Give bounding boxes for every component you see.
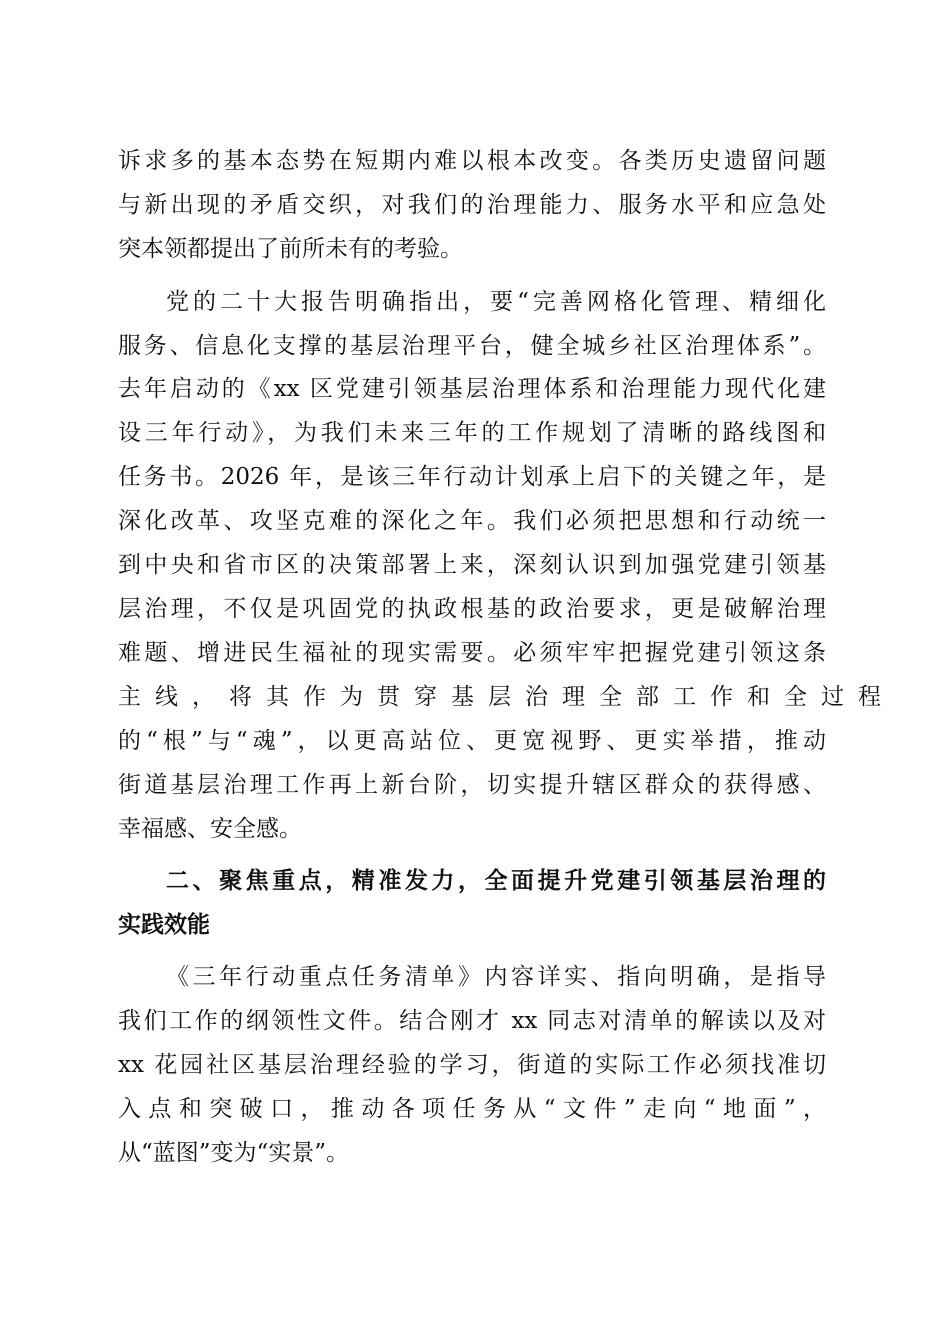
paragraph-line: 突本领都提出了前所未有的考验。 [118,236,463,262]
paragraph-line: 街道基层治理工作再上新台阶，切实提升辖区群众的获得感、 [118,772,826,798]
paragraph-line: 去年启动的《xx 区党建引领基层治理体系和治理能力现代化建 [118,376,826,402]
paragraph-line: 从“蓝图”变为“实景”。 [118,1140,350,1166]
paragraph-line: 我们工作的纲领性文件。结合刚才 xx 同志对清单的解读以及对 [118,1008,826,1034]
paragraph-line: 党的二十大报告明确指出，要“完善网格化管理、精细化 [166,289,826,315]
paragraph-line: 任务书。2026 年，是该三年行动计划承上启下的关键之年，是 [118,464,826,490]
paragraph-line: 诉求多的基本态势在短期内难以根本改变。各类历史遗留问题 [118,148,826,174]
section-heading: 实践效能 [118,912,210,938]
paragraph-line: 设三年行动》，为我们未来三年的工作规划了清晰的路线图和 [118,420,826,446]
paragraph-line: 深化改革、攻坚克难的深化之年。我们必须把思想和行动统一 [118,508,826,534]
paragraph-line: 服务、信息化支撑的基层治理平台，健全城乡社区治理体系”。 [118,333,826,359]
paragraph-line: 层治理，不仅是巩固党的执政根基的政治要求，更是破解治理 [118,596,826,622]
paragraph-line: xx 花园社区基层治理经验的学习，街道的实际工作必须找准切 [118,1052,826,1078]
paragraph-line: 主线，将其作为贯穿基层治理全部工作和全过程 [118,684,895,710]
section-heading: 二、聚焦重点，精准发力，全面提升党建引领基层治理的 [166,868,826,894]
paragraph-line: 与新出现的矛盾交织，对我们的治理能力、服务水平和应急处 [118,192,826,218]
paragraph-line: 入点和突破口，推动各项任务从“文件”走向“地面”， [118,1096,826,1122]
paragraph-line: 难题、增进民生福祉的现实需要。必须牢牢把握党建引领这条 [118,640,826,666]
paragraph-line: 《三年行动重点任务清单》内容详实、指向明确，是指导 [166,964,826,990]
paragraph-line: 的“根”与“魂”，以更高站位、更宽视野、更实举措，推动 [118,728,826,754]
paragraph-line: 到中央和省市区的决策部署上来，深刻认识到加强党建引领基 [118,552,826,578]
paragraph-line: 幸福感、安全感。 [118,816,302,842]
